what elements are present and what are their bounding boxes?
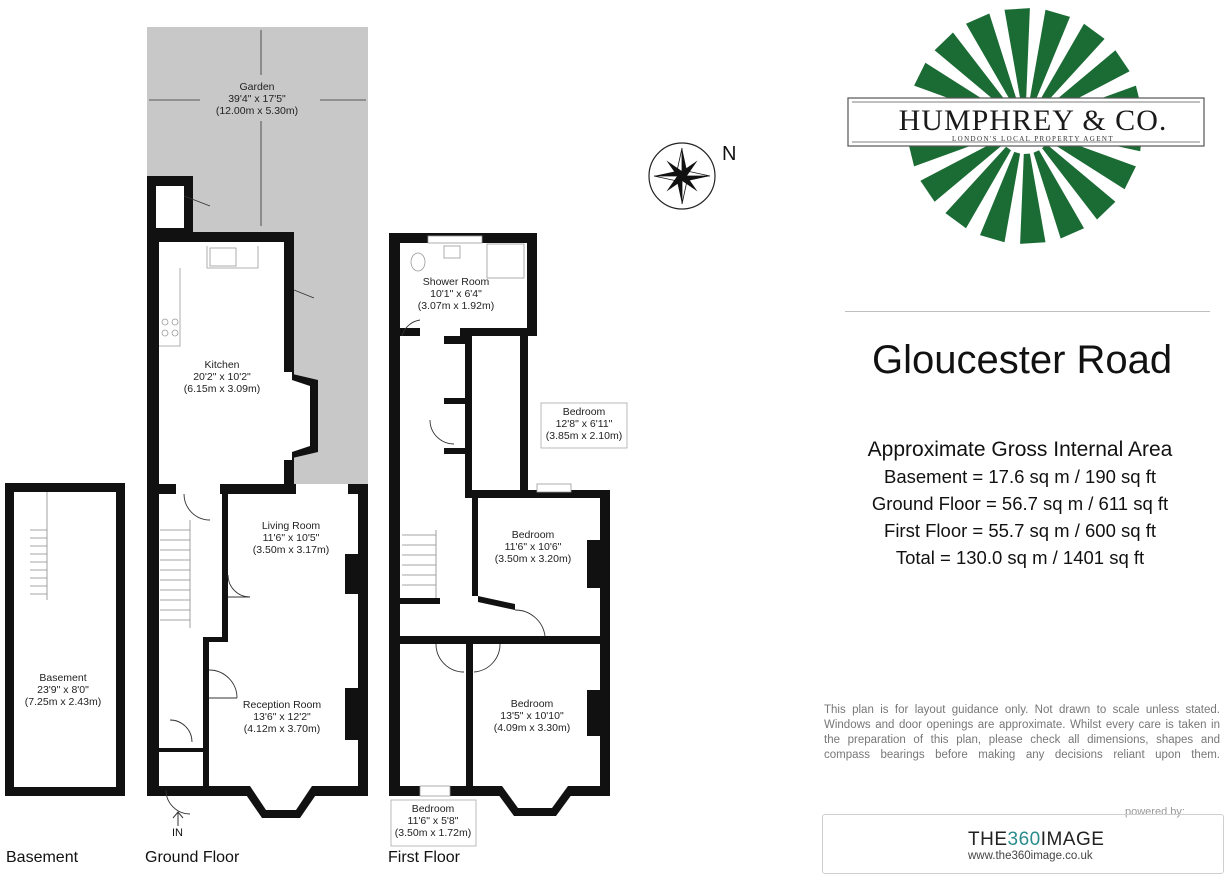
room-label-reception-name: Reception Room <box>242 699 322 711</box>
room-label-reception-imperial: 13'6" x 12'2" <box>253 711 311 723</box>
room-label-bedroom_small-metric: (3.85m x 2.10m) <box>545 430 623 442</box>
powered-by-label: powered by: <box>1125 806 1185 818</box>
room-label-living-metric: (3.50m x 3.17m) <box>252 544 330 556</box>
room-label-basement-metric: (7.25m x 2.43m) <box>24 696 102 708</box>
room-label-bedroom_front-imperial: 13'5" x 10'10" <box>500 710 564 722</box>
humphrey-logo <box>848 8 1204 244</box>
room-label-basement-name: Basement <box>39 672 87 684</box>
area-first-floor: First Floor = 55.7 sq m / 600 sq ft <box>884 520 1156 541</box>
property-title: Gloucester Road <box>872 338 1173 382</box>
floor-label-first: First Floor <box>388 849 460 866</box>
room-label-bedroom_box-name: Bedroom <box>411 803 455 815</box>
credit-brand-part-c: IMAGE <box>1040 829 1105 850</box>
room-label-bedroom_mid-name: Bedroom <box>511 529 555 541</box>
floor-label-basement: Basement <box>6 849 79 866</box>
compass-north-label: N <box>722 143 737 165</box>
compass-rose-icon <box>649 143 715 209</box>
room-label-bedroom_mid-metric: (3.50m x 3.20m) <box>494 553 572 565</box>
credit-brand-part-a: THE <box>968 829 1008 850</box>
room-label-kitchen-name: Kitchen <box>204 359 240 371</box>
room-label-living-imperial: 11'6" x 10'5" <box>262 532 320 544</box>
header-divider <box>845 311 1210 312</box>
room-label-bedroom_small-name: Bedroom <box>562 406 606 418</box>
room-label-living-name: Living Room <box>261 520 321 532</box>
credit-url: www.the360image.co.uk <box>968 850 1093 862</box>
credit-box <box>822 814 1224 874</box>
area-ground-floor: Ground Floor = 56.7 sq m / 611 sq ft <box>871 493 1169 514</box>
room-label-bedroom_mid-imperial: 11'6" x 10'6" <box>504 541 562 553</box>
entrance-arrow-icon <box>173 812 183 826</box>
room-label-kitchen-imperial: 20'2" x 10'2" <box>193 371 251 383</box>
credit-brand <box>968 829 1104 851</box>
area-total: Total = 130.0 sq m / 1401 sq ft <box>895 547 1145 568</box>
room-label-bedroom_box-imperial: 11'6" x 5'8" <box>407 815 459 827</box>
area-heading: Approximate Gross Internal Area <box>867 438 1173 461</box>
basement-plan <box>5 483 125 796</box>
room-label-basement-imperial: 23'9" x 8'0" <box>37 684 89 696</box>
svg-text:HUMPHREY & CO.: HUMPHREY & CO. <box>898 104 1168 137</box>
room-label-shower-metric: (3.07m x 1.92m) <box>417 300 495 312</box>
room-label-shower-imperial: 10'1" x 6'4" <box>430 288 482 300</box>
room-label-kitchen-metric: (6.15m x 3.09m) <box>183 383 261 395</box>
room-label-bedroom_box-metric: (3.50m x 1.72m) <box>394 827 472 839</box>
entrance-label: IN <box>172 827 183 839</box>
disclaimer-text: This plan is for layout guidance only. Not drawn to scale unless stated. Windows and door openings are approximate. Whilst every care is taken in the preparation of this plan, please check all dimensions, shapes and compass bearings before making any decisions reliant upon them. <box>824 704 1220 761</box>
room-label-garden-imperial: 39'4" x 17'5" <box>228 93 286 105</box>
svg-text:LONDON'S LOCAL PROPERTY AGENT: LONDON'S LOCAL PROPERTY AGENT <box>951 135 1115 143</box>
credit-brand-part-b: 360 <box>1007 829 1041 850</box>
first-floor-plan <box>389 233 627 846</box>
room-label-bedroom_front-metric: (4.09m x 3.30m) <box>493 722 571 734</box>
room-label-bedroom_front-name: Bedroom <box>510 698 554 710</box>
room-label-garden-metric: (12.00m x 5.30m) <box>215 105 299 117</box>
floor-label-ground: Ground Floor <box>145 849 240 866</box>
area-basement: Basement = 17.6 sq m / 190 sq ft <box>884 466 1156 487</box>
room-label-garden-name: Garden <box>239 81 275 93</box>
area-summary <box>835 436 1205 571</box>
room-label-bedroom_small-imperial: 12'8" x 6'11" <box>555 418 613 430</box>
room-label-reception-metric: (4.12m x 3.70m) <box>243 723 321 735</box>
room-label-shower-name: Shower Room <box>422 276 490 288</box>
